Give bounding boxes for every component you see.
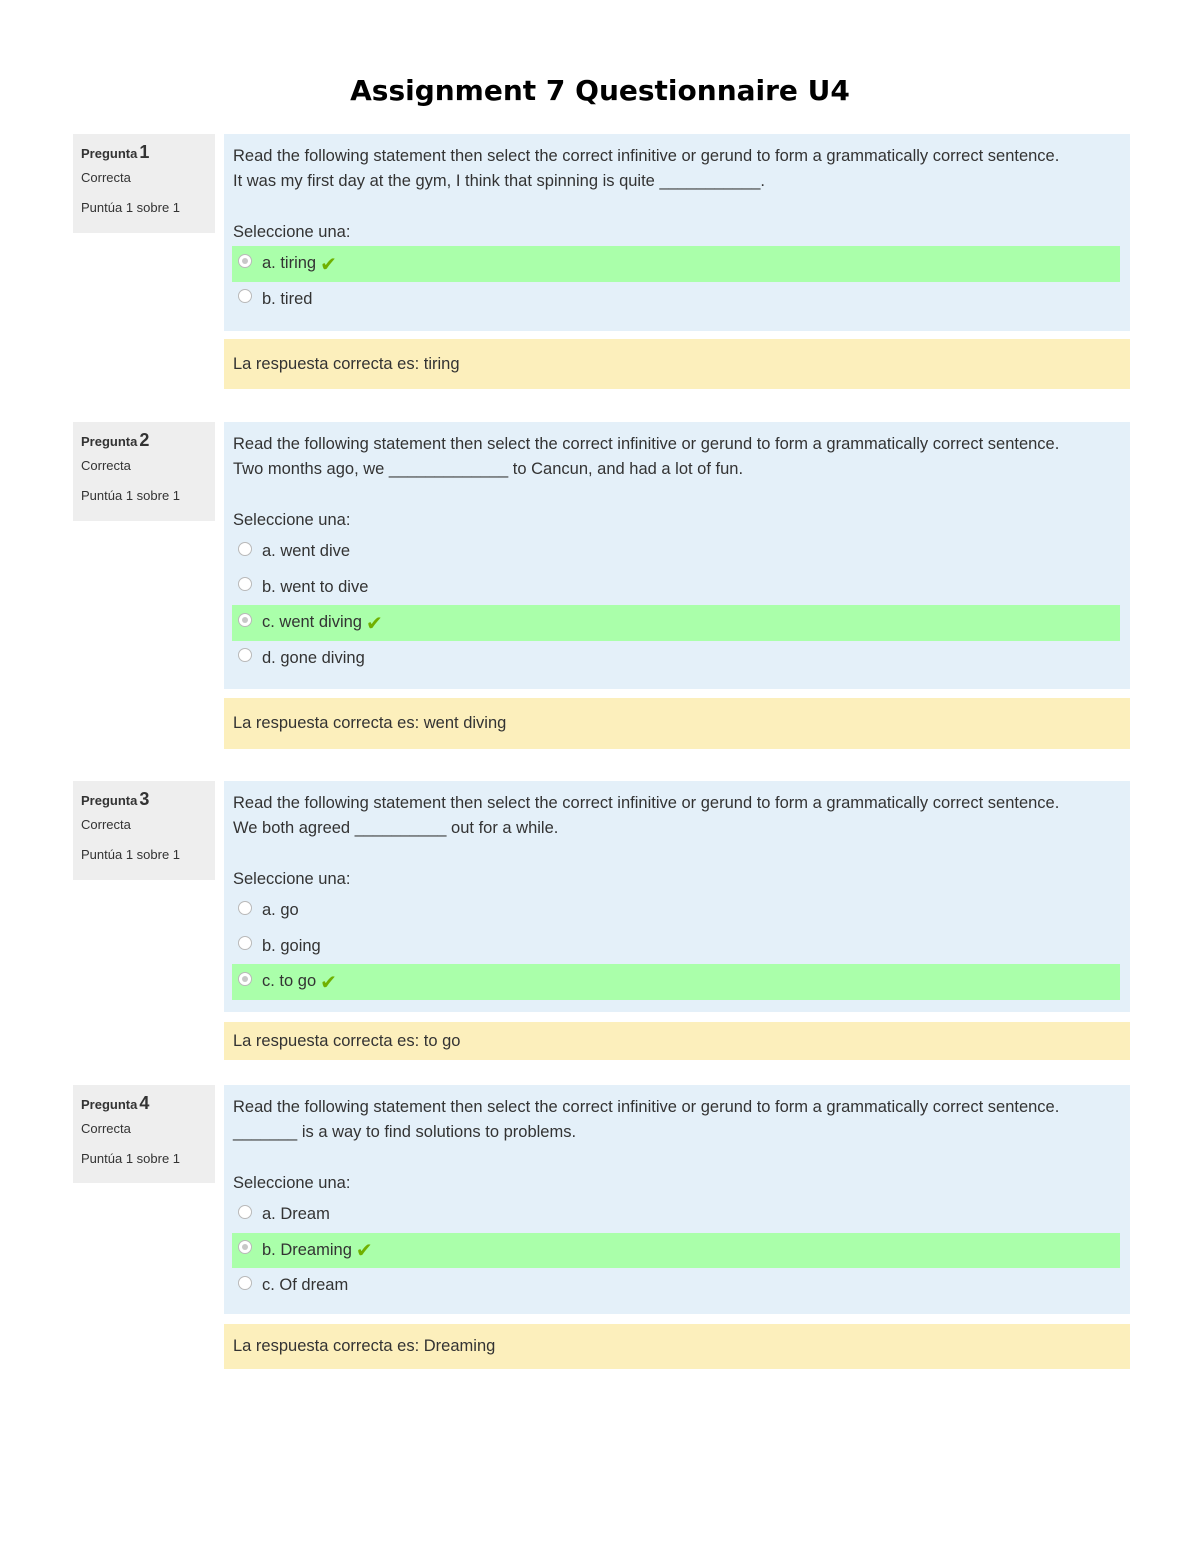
answer-option-label: b. went to dive: [262, 577, 369, 596]
radio-icon[interactable]: [238, 901, 252, 915]
correct-answer-feedback: La respuesta correcta es: tiring: [224, 339, 1130, 389]
radio-icon[interactable]: [238, 542, 252, 556]
question-number: 3: [139, 789, 150, 809]
question-grade: Puntúa 1 sobre 1: [81, 1151, 181, 1166]
radio-icon[interactable]: [238, 972, 252, 986]
question-number: 2: [139, 430, 150, 450]
question-formulation: [224, 781, 1130, 1012]
question-text-line1: Read the following statement then select the correct infinitive or gerund to form a grammatically correct sentence.: [233, 794, 1060, 812]
answer-option-label: b. tired: [262, 289, 313, 308]
question-text-line2: Two months ago, we _____________ to Cancun, and had a lot of fun.: [233, 460, 744, 478]
question-text-line1: Read the following statement then select the correct infinitive or gerund to form a grammatically correct sentence.: [233, 147, 1060, 165]
question-formulation: [224, 134, 1130, 331]
answer-option-label: b. Dreaming: [262, 1240, 352, 1259]
question-label: [81, 141, 207, 163]
answer-options: [233, 1197, 1120, 1304]
answer-option[interactable]: [232, 929, 1120, 965]
question-label: [81, 429, 207, 451]
radio-icon[interactable]: [238, 613, 252, 627]
answer-option[interactable]: [232, 1268, 1120, 1304]
page-title: Assignment 7 Questionnaire U4: [350, 74, 850, 107]
correct-answer-feedback: La respuesta correcta es: went diving: [224, 698, 1130, 749]
question-state: Correcta: [81, 817, 131, 832]
answer-option-label: a. Dream: [262, 1205, 330, 1224]
answer-option-label: c. to go: [262, 972, 317, 991]
answer-option[interactable]: [232, 246, 1120, 282]
answer-option[interactable]: [232, 964, 1120, 1000]
radio-icon[interactable]: [238, 936, 252, 950]
question-info: [73, 1085, 215, 1183]
question-text-line2: _______ is a way to find solutions to problems.: [233, 1123, 577, 1141]
answer-option[interactable]: [232, 1233, 1120, 1269]
radio-icon[interactable]: [238, 289, 252, 303]
answer-options: [233, 534, 1120, 676]
question-grade: Puntúa 1 sobre 1: [81, 200, 181, 215]
checkmark-icon: ✔: [365, 610, 383, 635]
question-info: [73, 781, 215, 880]
answer-option[interactable]: [232, 893, 1120, 929]
answer-options: [233, 246, 1120, 317]
correct-answer-feedback: La respuesta correcta es: Dreaming: [224, 1324, 1130, 1369]
question-label-text: Pregunta: [81, 793, 138, 808]
question-label: [81, 788, 207, 810]
question-formulation: [224, 1085, 1130, 1314]
radio-icon[interactable]: [238, 254, 252, 268]
radio-icon[interactable]: [238, 1240, 252, 1254]
answer-option-label: c. went diving: [262, 613, 362, 632]
answer-option-label: d. gone diving: [262, 648, 365, 667]
answer-option[interactable]: [232, 605, 1120, 641]
radio-icon[interactable]: [238, 1205, 252, 1219]
radio-icon[interactable]: [238, 1276, 252, 1290]
checkmark-icon: ✔: [355, 1238, 373, 1263]
select-prompt: Seleccione una:: [233, 870, 351, 888]
question-state: Correcta: [81, 458, 131, 473]
question-number: 1: [139, 142, 150, 162]
question-state: Correcta: [81, 1121, 131, 1136]
answer-options: [233, 893, 1120, 1000]
select-prompt: Seleccione una:: [233, 223, 351, 241]
answer-option[interactable]: [232, 641, 1120, 677]
checkmark-icon: ✔: [320, 969, 337, 994]
question-label-text: Pregunta: [81, 1097, 138, 1112]
answer-option[interactable]: [232, 570, 1120, 606]
answer-option[interactable]: [232, 534, 1120, 570]
question-formulation: [224, 422, 1130, 689]
answer-option-label: a. tiring: [262, 254, 317, 273]
question-number: 4: [139, 1093, 150, 1113]
question-state: Correcta: [81, 170, 131, 185]
question-info: [73, 134, 215, 233]
question-text-line1: Read the following statement then select the correct infinitive or gerund to form a grammatically correct sentence.: [233, 1098, 1060, 1116]
question-text-line1: Read the following statement then select the correct infinitive or gerund to form a grammatically correct sentence.: [233, 435, 1060, 453]
question-grade: Puntúa 1 sobre 1: [81, 488, 181, 503]
question-label: [81, 1092, 207, 1114]
select-prompt: Seleccione una:: [233, 511, 351, 529]
answer-option-label: c. Of dream: [262, 1276, 349, 1295]
answer-option-label: a. went dive: [262, 542, 351, 561]
answer-option[interactable]: [232, 1197, 1120, 1233]
question-text-line2: It was my first day at the gym, I think that spinning is quite ___________.: [233, 172, 765, 190]
question-text-line2: We both agreed __________ out for a while.: [233, 819, 559, 837]
answer-option-label: b. going: [262, 936, 321, 955]
answer-option[interactable]: [232, 282, 1120, 318]
question-info: [73, 422, 215, 521]
question-label-text: Pregunta: [81, 434, 138, 449]
answer-option-label: a. go: [262, 901, 299, 920]
radio-icon[interactable]: [238, 577, 252, 591]
checkmark-icon: ✔: [320, 251, 337, 276]
correct-answer-feedback: La respuesta correcta es: to go: [224, 1022, 1130, 1060]
radio-icon[interactable]: [238, 648, 252, 662]
select-prompt: Seleccione una:: [233, 1174, 351, 1192]
question-grade: Puntúa 1 sobre 1: [81, 847, 181, 862]
question-label-text: Pregunta: [81, 146, 138, 161]
